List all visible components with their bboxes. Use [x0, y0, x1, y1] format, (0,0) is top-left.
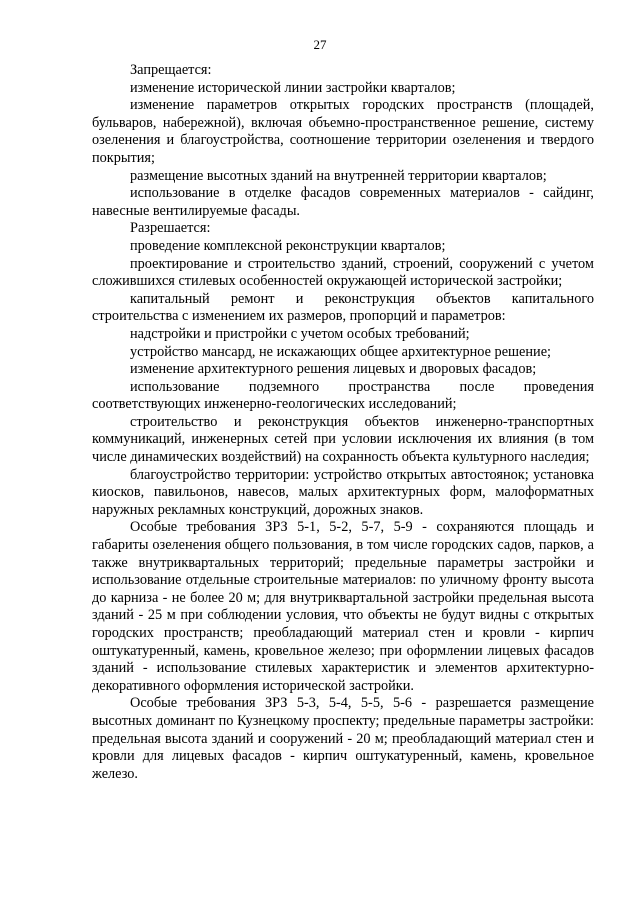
document-body: [92, 62, 594, 783]
paragraph: надстройки и пристройки с учетом особых требований;: [130, 325, 470, 342]
paragraph-prohibited-heading: Запрещается:: [130, 62, 212, 78]
paragraph: проектирование и строительство зданий, строений, сооружений с учетом сложившихся стилевых особенностей окружающей исторической застройки;: [92, 255, 594, 290]
paragraph: устройство мансард, не искажающих общее архитектурное решение;: [130, 343, 552, 360]
paragraph-allowed-heading: Разрешается:: [130, 220, 211, 237]
paragraph: использование подземного пространства после проведения соответствующих инженерно-геологических исследований;: [92, 378, 594, 413]
paragraph: использование в отделке фасадов современных материалов - сайдинг, навесные вентилируемые фасады.: [92, 185, 594, 219]
page-number: 27: [313, 37, 327, 52]
paragraph: строительство и реконструкция объектов инженерно-транспортных коммуникаций, инженерных сетей при условии исключения их влияния (в том числе динамических воздействий) на сохранность объекта культурного наследия;: [92, 413, 594, 466]
paragraph: изменение исторической линии застройки кварталов;: [130, 79, 456, 96]
paragraph: благоустройство территории: устройство открытых автостоянок; установка киосков, павильонов, навесов, малых архитектурных форм, малоформатных наружных рекламных конструкций, дорожных знаков.: [92, 466, 594, 518]
paragraph: капитальный ремонт и реконструкция объектов капитального строительства с изменением их размеров, пропорций и параметров:: [92, 290, 594, 325]
paragraph: изменение параметров открытых городских пространств (площадей, бульваров, набережной), включая объемно-пространственное решение, систему озеленения и благоустройства, соотношение территории озеленения и твердого покрытия;: [92, 97, 594, 166]
paragraph: изменение архитектурного решения лицевых и дворовых фасадов;: [130, 361, 537, 378]
paragraph: проведение комплексной реконструкции кварталов;: [130, 237, 446, 254]
paragraph-special-requirements: Особые требования ЗРЗ 5-3, 5-4, 5-5, 5-6 - разрешается размещение высотных доминант по Кузнецкому проспекту; предельные параметры застройки: предельная высота зданий и сооружений - 20 м; преобладающий материал стен и кровли для лицевых фасадов - кирпич оштукатуренный, камень, кровельное железо.: [92, 695, 594, 782]
paragraph-special-requirements: Особые требования ЗРЗ 5-1, 5-2, 5-7, 5-9 - сохраняются площадь и габариты озеленения общего пользования, в том числе городских садов, парков, а также внутриквартальных территорий; предельные параметры застройки и использование отдельные строительные материалов: по уличному фронту высота до карниза - не более 20 м; для внутриквартальной застройки предельная высота зданий - 25 м при соблюдении условия, что объекты не будут видны с открытых городских пространств; преобладающий материал стен и кровли - кирпич оштукатуренный, камень, кровельное железо; при оформлении лицевых фасадов зданий - использование стилевых характеристик и элементов архитектурно-декоративного оформления исторической застройки.: [92, 519, 594, 694]
paragraph: размещение высотных зданий на внутренней территории кварталов;: [130, 167, 547, 184]
